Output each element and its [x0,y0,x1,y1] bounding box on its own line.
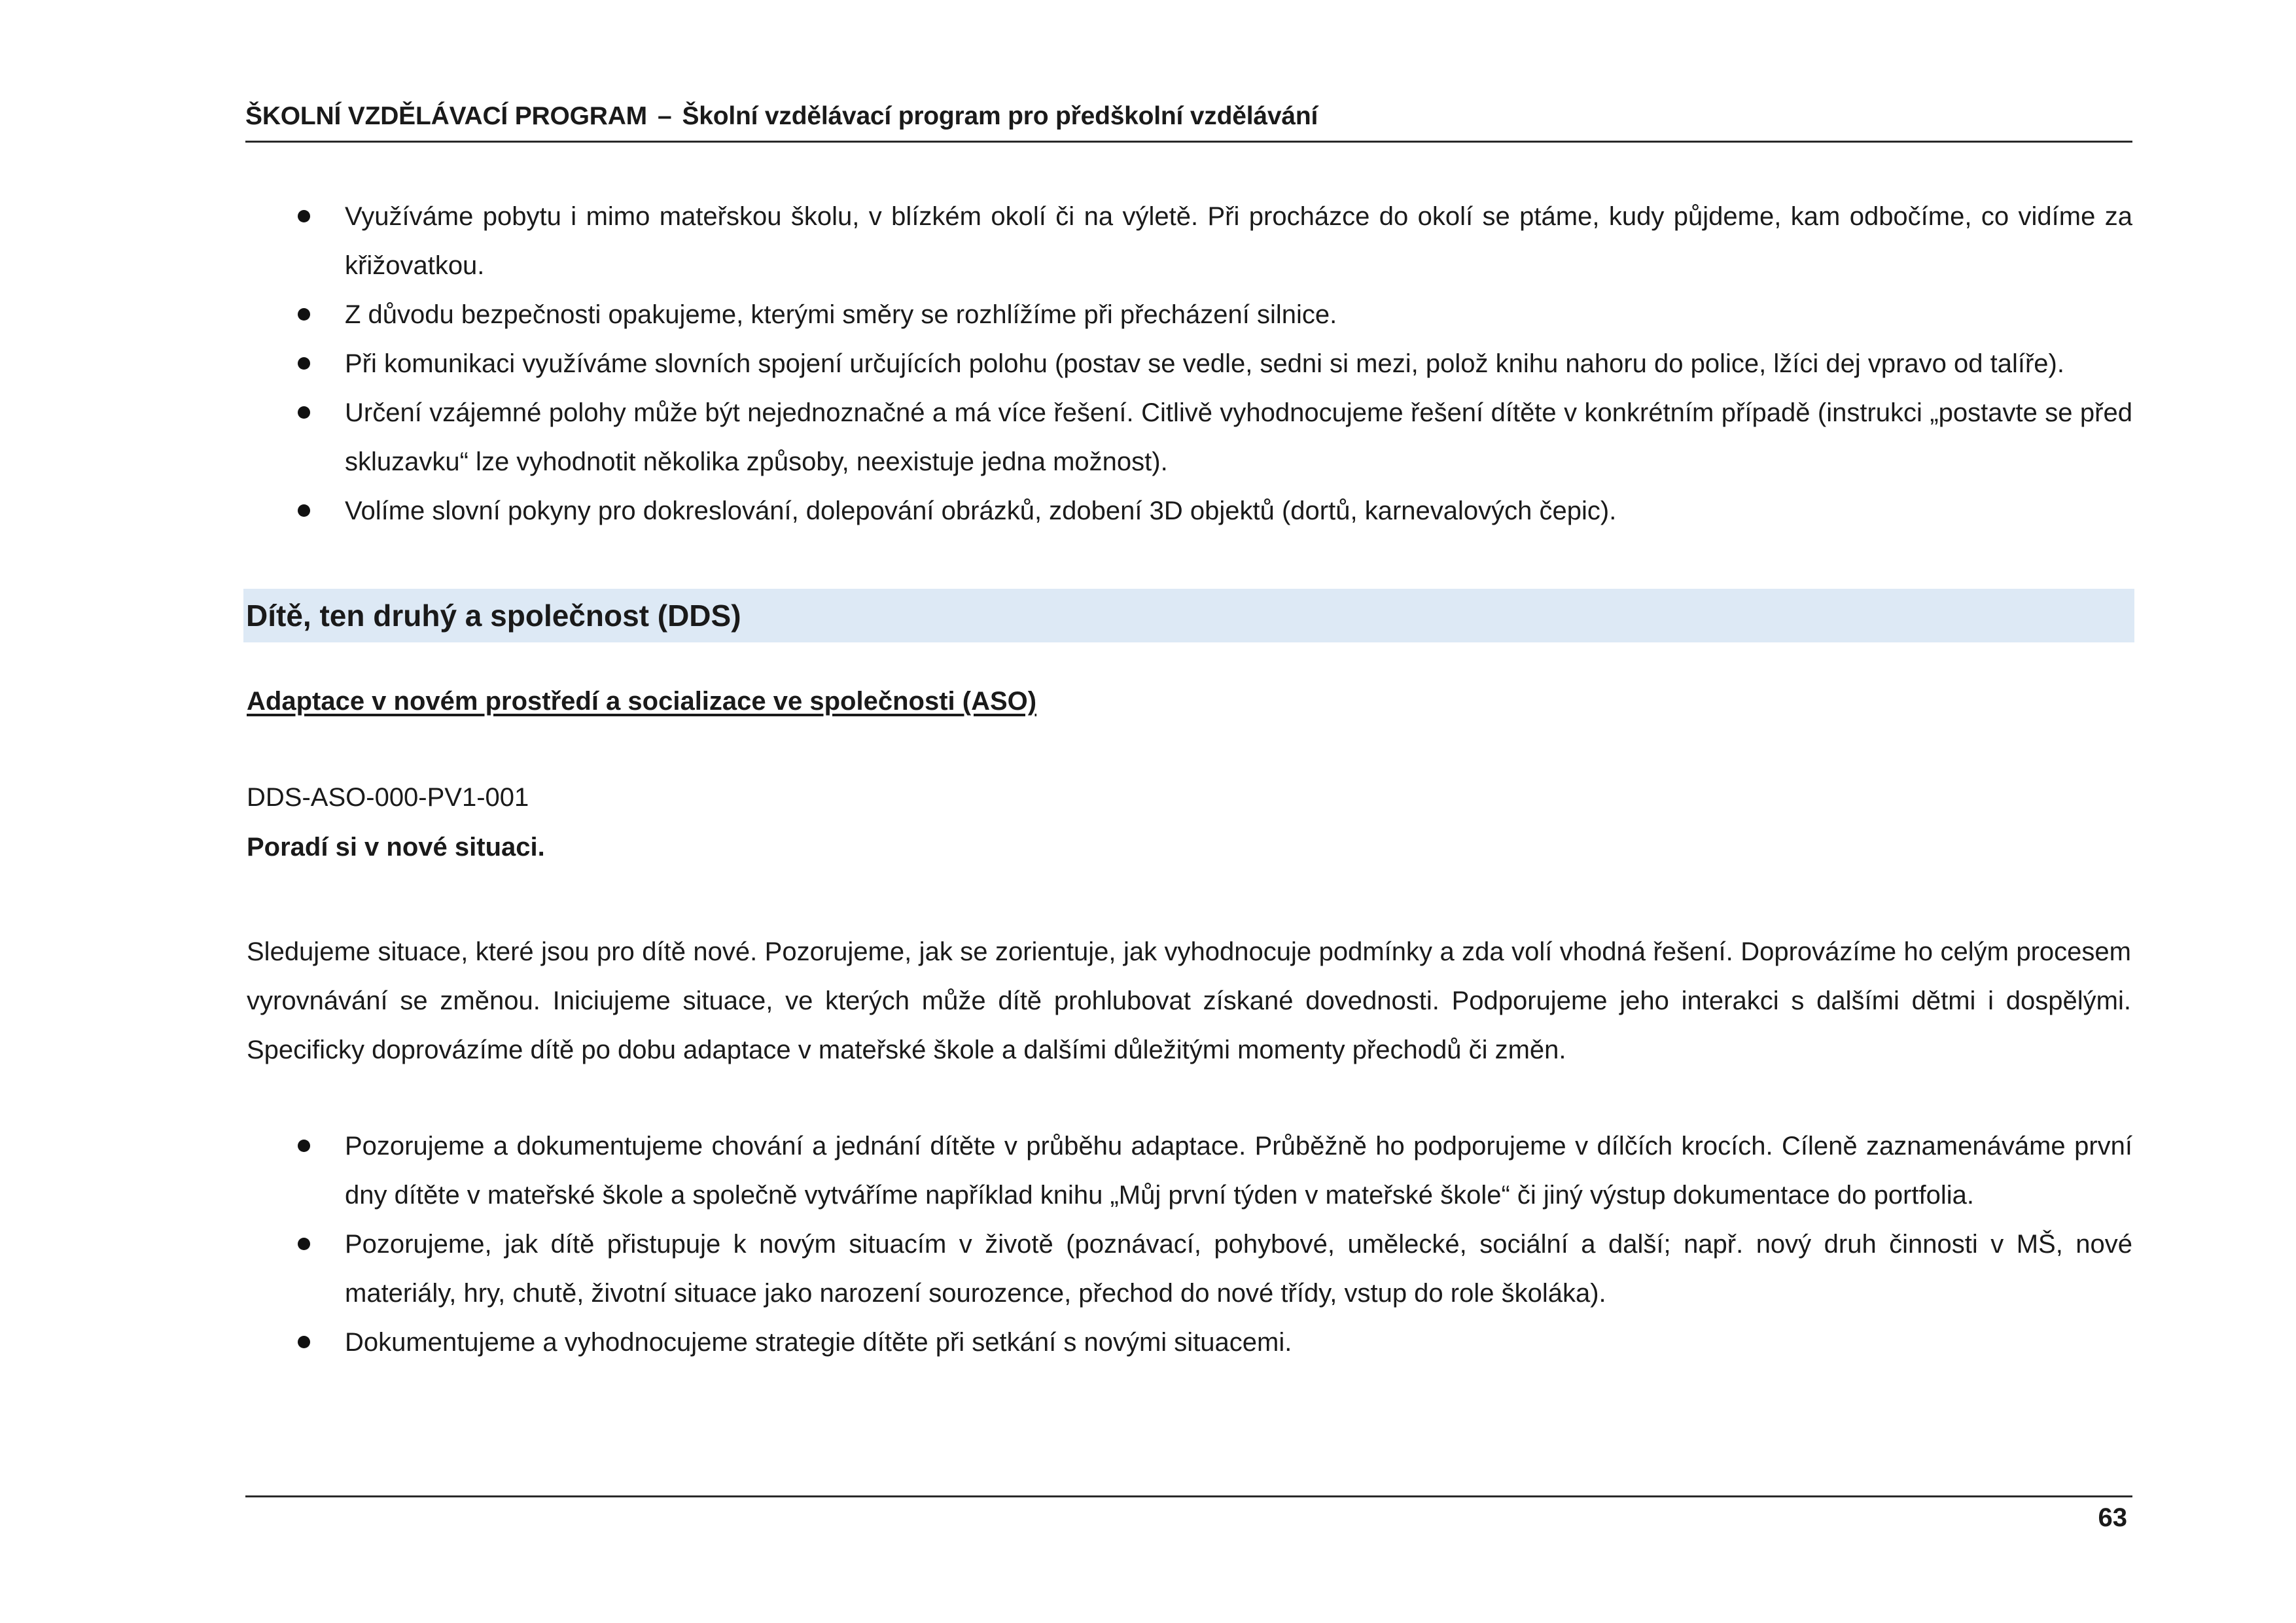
header-title: ŠKOLNÍ VZDĚLÁVACÍ PROGRAM [245,102,647,130]
bullet-icon [298,210,310,222]
bullet-icon [298,504,310,517]
bullet-icon [298,357,310,370]
list-item-text: Při komunikaci využíváme slovních spojení určujících polohu (postav se vedle, sedni si mezi, polož knihu nahoru do police, lžíci dej vpravo od talíře). [345,349,2064,378]
header-separator: – [657,102,672,130]
list-item-text: Pozorujeme, jak dítě přistupuje k novým situacím v životě (poznávací, pohybové, umělecké, sociální a další; např. nový druh činnosti v MŠ, nové materiály, hry, chutě, životní situace jako narození sourozence, přechod do nové třídy, vstup do role školáka). [345,1230,2132,1308]
list-item [245,1318,2132,1367]
goal-title: Poradí si v nové situaci. [247,833,545,862]
section-heading-band [243,589,2134,642]
bullet-icon [298,1238,310,1250]
bullet-icon [298,1140,310,1152]
bullet-icon [298,308,310,321]
subsection-title: Adaptace v novém prostředí a socializace ve společnosti (ASO) [247,687,1037,716]
list-item-text: Dokumentujeme a vyhodnocujeme strategie dítěte při setkání s novými situacemi. [345,1328,1292,1357]
list-item [245,487,2132,536]
goal-code: DDS-ASO-000-PV1-001 [247,783,529,812]
list-item-text: Pozorujeme a dokumentujeme chování a jednání dítěte v průběhu adaptace. Průběžně ho podporujeme v dílčích krocích. Cíleně zaznamenáváme první dny dítěte v mateřské škole a společně vytváříme například knihu „Můj první týden v mateřské škole“ či jiný výstup dokumentace do portfolia. [345,1132,2132,1210]
page-header [245,98,2132,143]
bullet-icon [298,406,310,419]
top-bullet-list [245,192,2132,536]
list-item-text: Určení vzájemné polohy může být nejednoznačné a má více řešení. Citlivě vyhodnocujeme řešení dítěte v konkrétním případě (instrukci „postavte se před skluzavku“ lze vyhodnotit několika způsoby, neexistuje jedna možnost). [345,398,2132,476]
list-item-text: Volíme slovní pokyny pro dokreslování, dolepování obrázků, zdobení 3D objektů (dortů, karnevalových čepic). [345,497,1617,525]
list-item [245,389,2132,487]
bullet-icon [298,1336,310,1348]
header-text [245,102,1318,131]
list-item [245,1122,2132,1220]
list-item [245,192,2132,290]
bottom-bullet-list [245,1122,2132,1367]
page-number: 63 [2098,1503,2127,1532]
footer-divider [245,1495,2132,1497]
list-item [245,1220,2132,1318]
header-subtitle: Školní vzdělávací program pro předškolní vzdělávání [682,102,1318,130]
list-item-text: Z důvodu bezpečnosti opakujeme, kterými směry se rozhlížíme při přecházení silnice. [345,300,1337,329]
list-item [245,290,2132,340]
list-item [245,340,2132,389]
body-paragraph: Sledujeme situace, které jsou pro dítě nové. Pozorujeme, jak se zorientuje, jak vyhodnocuje podmínky a zda volí vhodná řešení. Doprovázíme ho celým procesem vyrovnávání se změnou. Iniciujeme situace, ve kterých může dítě prohlubovat získané dovednosti. Podporujeme jeho interakci s dalšími dětmi i dospělými. Specificky doprovázíme dítě po dobu adaptace v mateřské škole a dalšími důležitými momenty přechodů či změn. [247,937,2131,1064]
section-title: Dítě, ten druhý a společnost (DDS) [246,599,741,633]
list-item-text: Využíváme pobytu i mimo mateřskou školu, v blízkém okolí či na výletě. Při procházce do okolí se ptáme, kudy půjdeme, kam odbočíme, co vidíme za křižovatkou. [345,202,2132,280]
